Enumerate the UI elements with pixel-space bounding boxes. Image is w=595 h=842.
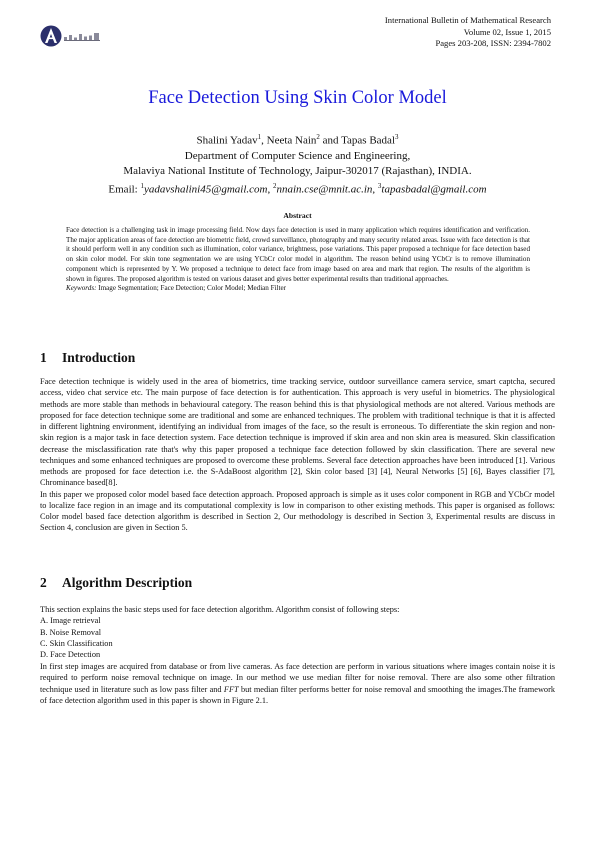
author-1: Shalini Yadav [196,134,258,147]
author-block [0,130,595,197]
email-line: Email: $^1$yadavshalini45@gmail.com, $^2$nnain.cse@mnit.ac.in, $^3$tapasbadal@gmail.com [108,181,487,196]
fft-term: FFT [223,684,239,694]
email-label: Email: [108,183,141,196]
section-1-heading [40,350,135,366]
keywords-label: Keywords: [66,284,97,293]
journal-volume: Volume 02, Issue 1, 2015 [463,26,551,37]
author-names [0,130,595,149]
section-2-body [40,604,555,660]
journal-name: International Bulletin of Mathematical Research [384,15,551,25]
section-1-paragraph-2: In this paper we proposed color model based face detection approach. Proposed approach is simple as it uses color component in RGB and YCbCr model to localize face region in an image and its computational complexity is low in comparison to other existing methods. This paper is organised as follows: Color model based face detection algorithm is described in Section 2, Our methodology is described in Section 3, Experimental results are discuss in Section 4, conclusion are given in Section 5. [40,489,555,533]
email-2: nnain.cse@mnit.ac.in [276,183,373,196]
section-2-heading [40,575,192,591]
section-2-paragraph-1 [40,661,555,706]
author-and: and [319,134,342,147]
section-2-title: Algorithm Description [62,575,193,590]
section-2-paragraph [40,661,555,706]
section-1-number: 1 [40,350,47,365]
keywords-line [66,284,530,294]
abstract-text: Face detection is a challenging task in image processing field. Now days face detection is used in many application which requires identification and verification. The major application areas of face detection are biometric field, crowd surveillance, photography and many security related areas. Issue with face detection is that it should perform well in any condition such as illumination, color variance, brightness, pose variations. This paper proposed a technique for face detection based on skin color model. For skin tone segmentation we are using YCbCr color model in algorithm. The reason behind using YCbCr is to remove illumination component which is represented by Y. We proposed a technique to detect face from image based on area and mark that region. The results of the algorithm is shown in figures. The proposed algorithm is tested on various dataset and gives better experimental results than traditional approaches. [66,226,530,283]
author-3-affil: 3 [395,133,399,141]
abstract-body [66,226,530,294]
section-2-number: 2 [40,575,47,590]
step-c: C. Skin Classification [40,638,113,648]
section-1-paragraph-1: Face detection technique is widely used in the area of biometrics, time tracking service, outdoor surveillance camera service, smart captcha, secured access, video chat service etc. The main purpose of face detection is for authentication. This approach is very useful in biometrics. The physiological methods are more stable than methods in behavioural category. The reason behind this is that physiological methods are not altered. Various methods are proposed for face detection technique some are traditional and some are enhanced techniques. The problem with traditional technique is that it is affected in different lightning environment, identifying an individual from images of the face, so the result is erroneous. To differentiate the skin region and non-skin region is a major task in face detection system. Face detection technique is improved if skin area and non skin area is measured. Skin classification decrease the misclassification rate that's why this paper proposed a technique face detection followed by skin classification. There are several new techniques and some enhanced techniques are proposed to overcome these problems. Several face detection approaches have been introduced [1]. Various methods are proposed for face detection i.e. the S-AdaBoost algorithm [2], Skin color based [3] [4], Neural Networks [5] [6], Bayes classifier [7], Chrominance based[8]. [40,377,555,488]
step-d: D. Face Detection [40,650,101,659]
email-1: yadavshalini45@gmail.com [143,183,268,196]
email-3: tapasbadal@gmail.com [381,183,487,196]
abstract-heading: Abstract [283,211,312,220]
section-2-text-after: but median filter performs better for noise removal and smoothing the images.The framework of face detection algorithm used in this paper is shown in Figure 2.1. [40,684,555,705]
author-3: Tapas Badal [341,134,395,147]
author-1-affil: 1 [257,133,262,141]
institute: Malaviya National Institute of Technology, Jaipur-302017 (Rajasthan), INDIA. [123,164,472,177]
author-2: Neeta Nain [266,134,317,147]
paper-title: Face Detection Using Skin Color Model [148,88,447,108]
step-b: B. Noise Removal [40,627,102,637]
email-3-affil: 3 [377,181,382,190]
keywords-text: Image Segmentation; Face Detection; Color Model; Median Filter [96,284,286,293]
section-2-intro: This section explains the basic steps used for face detection algorithm. Algorithm consist of following steps: [40,605,400,614]
department: Department of Computer Science and Engineering, [184,149,411,162]
section-1-body [40,376,555,534]
journal-logo-icon [40,24,102,48]
author-separator: , [261,134,267,147]
section-2-text-before: In first step images are acquired from database or from live cameras. As face detection are perform in various situations where images contain noise it is required to perform noise removal technique on image. In our method we use median filter for noise removal. There are also some other filtration technique used in literature such as low pass filter and [40,662,555,694]
email-2-affil: 2 [272,181,277,190]
journal-pages: Pages 203-208, ISSN: 2394-7802 [435,38,551,49]
email-1-affil: 1 [140,181,144,190]
step-a: A. Image retrieval [40,616,101,626]
section-1-title: Introduction [62,350,136,365]
journal-header [385,15,551,50]
author-2-affil: 2 [316,133,320,141]
